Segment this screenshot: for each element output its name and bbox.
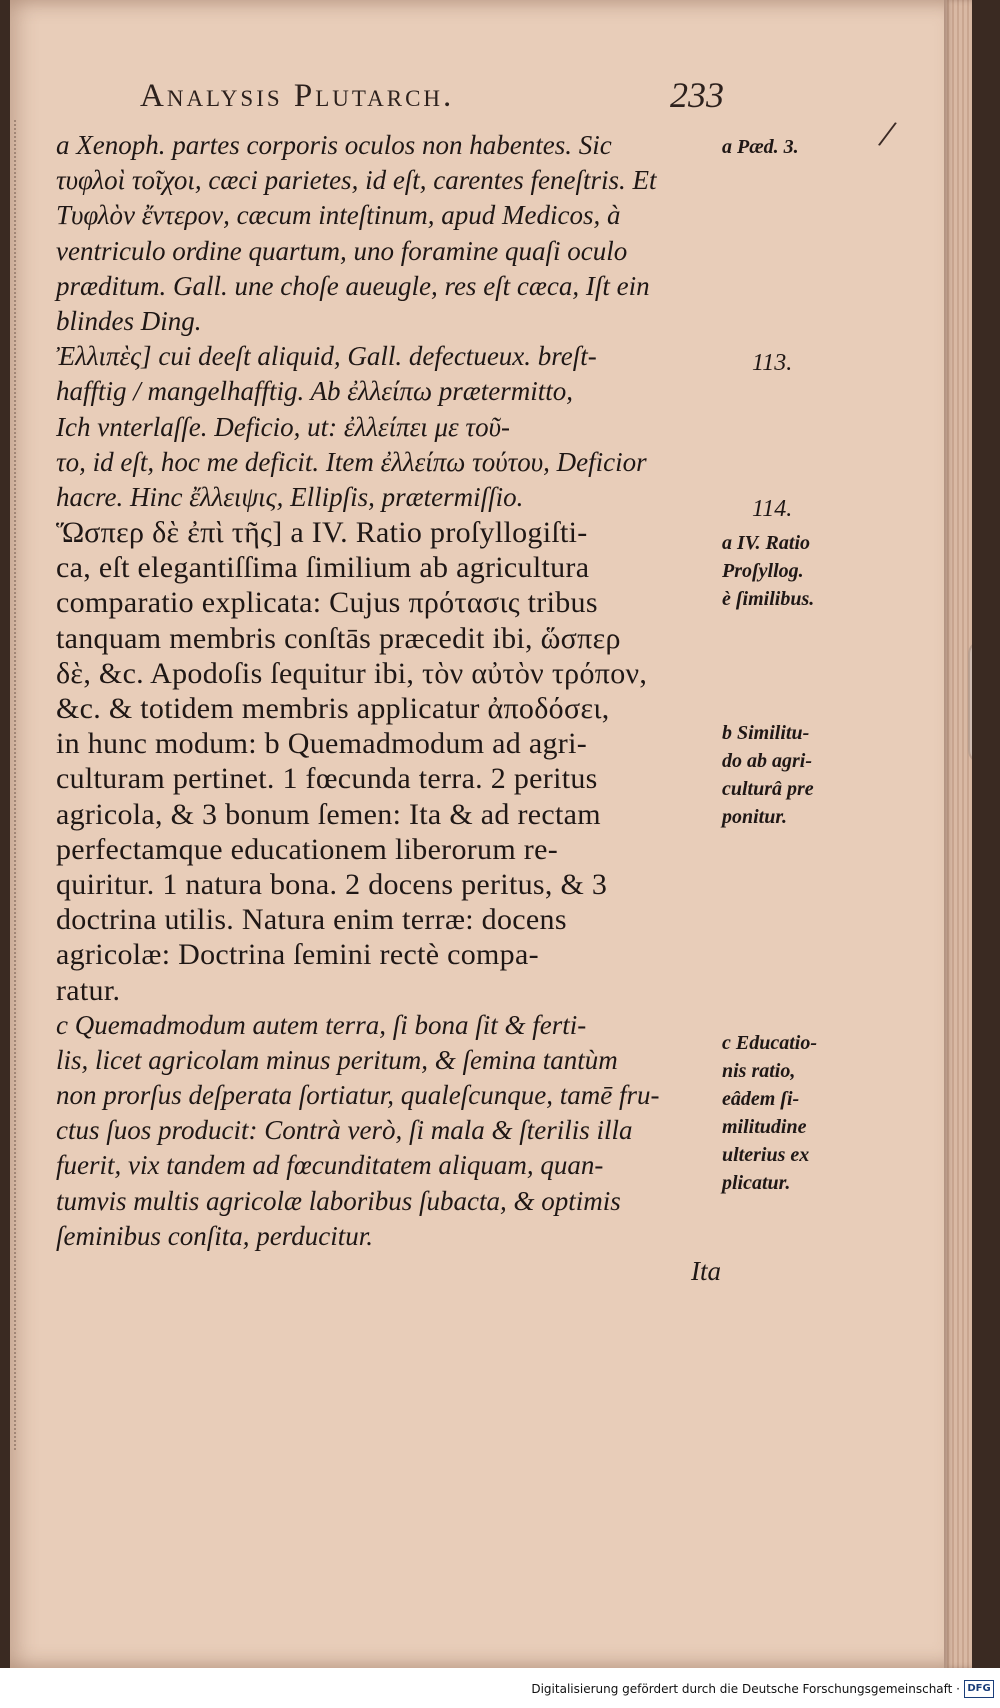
text-line: το, id eſt, hoc me deficit. Item ἐλλείπω τούτου, Deficior	[56, 446, 647, 477]
text-line: præditum. Gall. une choſe aueugle, res eſt cæca, Iſt ein	[56, 270, 650, 301]
text-line: hacre. Hinc ἔλλειψις, Ellipſis, prætermiſſio.	[56, 481, 524, 512]
text-line: Ich vnterlaſſe. Deficio, ut: ἐλλείπει με τοῦ-	[56, 411, 510, 442]
text-line: tanquam membris conſtās præcedit ibi, ὥσπερ	[56, 621, 621, 655]
text-line: Ὥσπερ δὲ ἐπὶ τῆς] a IV. Ratio proſyllogiſti-	[56, 516, 588, 550]
text-line: δὲ, &c. Apodoſis ſequitur ibi, τὸν αὐτὸν τρόπον,	[56, 656, 648, 690]
text-line: in hunc modum: b Quemadmodum ad agri-	[56, 727, 588, 761]
gutter-marks	[14, 120, 26, 1450]
text-line: doctrina utilis. Natura enim terræ: docens	[56, 903, 567, 937]
text-line: tumvis multis agricolæ laboribus ſubacta, & optimis	[56, 1185, 621, 1216]
text-line: lis, licet agricolam minus peritum, & ſemina tantùm	[56, 1044, 618, 1075]
page-edges	[944, 0, 972, 1668]
page-number: 233	[670, 75, 724, 115]
margin-note: culturâ pre	[722, 778, 814, 800]
margin-note: do ab agri-	[722, 750, 812, 772]
text-line: fuerit, vix tandem ad fœcunditatem aliquam, quan-	[56, 1150, 604, 1181]
margin-note: b Similitu-	[722, 722, 810, 744]
text-line: Ἐλλιπὲς] cui deeſt aliquid, Gall. defectueux. breſt-	[56, 341, 597, 372]
section-number: 113.	[752, 350, 793, 376]
text-line: ca, eſt elegantiſſima ſimilium ab agricultura	[56, 551, 590, 585]
text-line: non prorſus deſperata ſortiatur, qualeſcunque, tamē fru-	[56, 1080, 660, 1111]
book-page	[10, 0, 972, 1668]
catchword: Ita	[691, 1256, 721, 1286]
margin-note: c Educatio-	[722, 1032, 817, 1054]
section-number: 114.	[752, 496, 793, 522]
margin-note: plicatur.	[722, 1172, 791, 1194]
book-clasp	[968, 640, 972, 764]
margin-note: a Pæd. 3.	[722, 136, 799, 158]
margin-note: militudine	[722, 1116, 807, 1138]
running-header	[130, 75, 730, 118]
digitization-footer	[0, 1668, 1000, 1708]
text-line: culturam pertinet. 1 fœcunda terra. 2 peritus	[56, 762, 598, 796]
footer-credit: Digitalisierung gefördert durch die Deutsche Forschungsgemeinschaft ·	[531, 1682, 960, 1696]
text-line: agricola, & 3 bonum ſemen: Ita & ad rectam	[56, 797, 601, 831]
text-line: comparatio explicata: Cujus πρότασις tribus	[56, 586, 598, 620]
main-text	[56, 128, 721, 1289]
margin-note: ponitur.	[722, 806, 788, 828]
text-line: Τυφλὸν ἔντερον, cæcum inteſtinum, apud Medicos, à	[56, 200, 621, 231]
text-line: quiritur. 1 natura bona. 2 docens peritus, & 3	[56, 867, 608, 901]
margin-note: a IV. Ratio	[722, 532, 810, 554]
text-line: perfectamque educationem liberorum re-	[56, 832, 558, 866]
margin-note: ulterius ex	[722, 1144, 810, 1166]
header-title: Analysis Plutarch.	[140, 78, 455, 114]
text-line: c Quemadmodum autem terra, ſi bona ſit & ferti-	[56, 1009, 587, 1040]
margin-note: Proſyllog.	[722, 560, 804, 582]
text-line: τυφλοὶ τοῖχοι, cæci parietes, id eſt, carentes feneſtris. Et	[56, 165, 657, 196]
text-line: a Xenoph. partes corporis oculos non habentes. Sic	[56, 130, 612, 160]
text-line: &c. & totidem membris applicatur ἀποδόσει,	[56, 692, 610, 725]
pencil-mark: /	[875, 110, 900, 157]
margin-note: eâdem ſi-	[722, 1088, 800, 1110]
text-line: ventriculo ordine quartum, uno foramine quaſi oculo	[56, 235, 628, 266]
text-line: blindes Ding.	[56, 305, 202, 336]
text-line: agricolæ: Doctrina ſemini rectè compa-	[56, 938, 539, 972]
text-line: ctus ſuos producit: Contrà verò, ſi mala & ſterilis illa	[56, 1115, 633, 1146]
text-line: ſeminibus conſita, perducitur.	[56, 1220, 373, 1251]
dfg-logo: DFG	[964, 1680, 994, 1698]
text-line: ratur.	[56, 973, 121, 1007]
text-line: hafftig / mangelhafftig. Ab ἐλλείπω prætermitto,	[56, 376, 574, 407]
margin-note: nis ratio,	[722, 1060, 796, 1082]
margin-note: è ſimilibus.	[722, 588, 815, 610]
